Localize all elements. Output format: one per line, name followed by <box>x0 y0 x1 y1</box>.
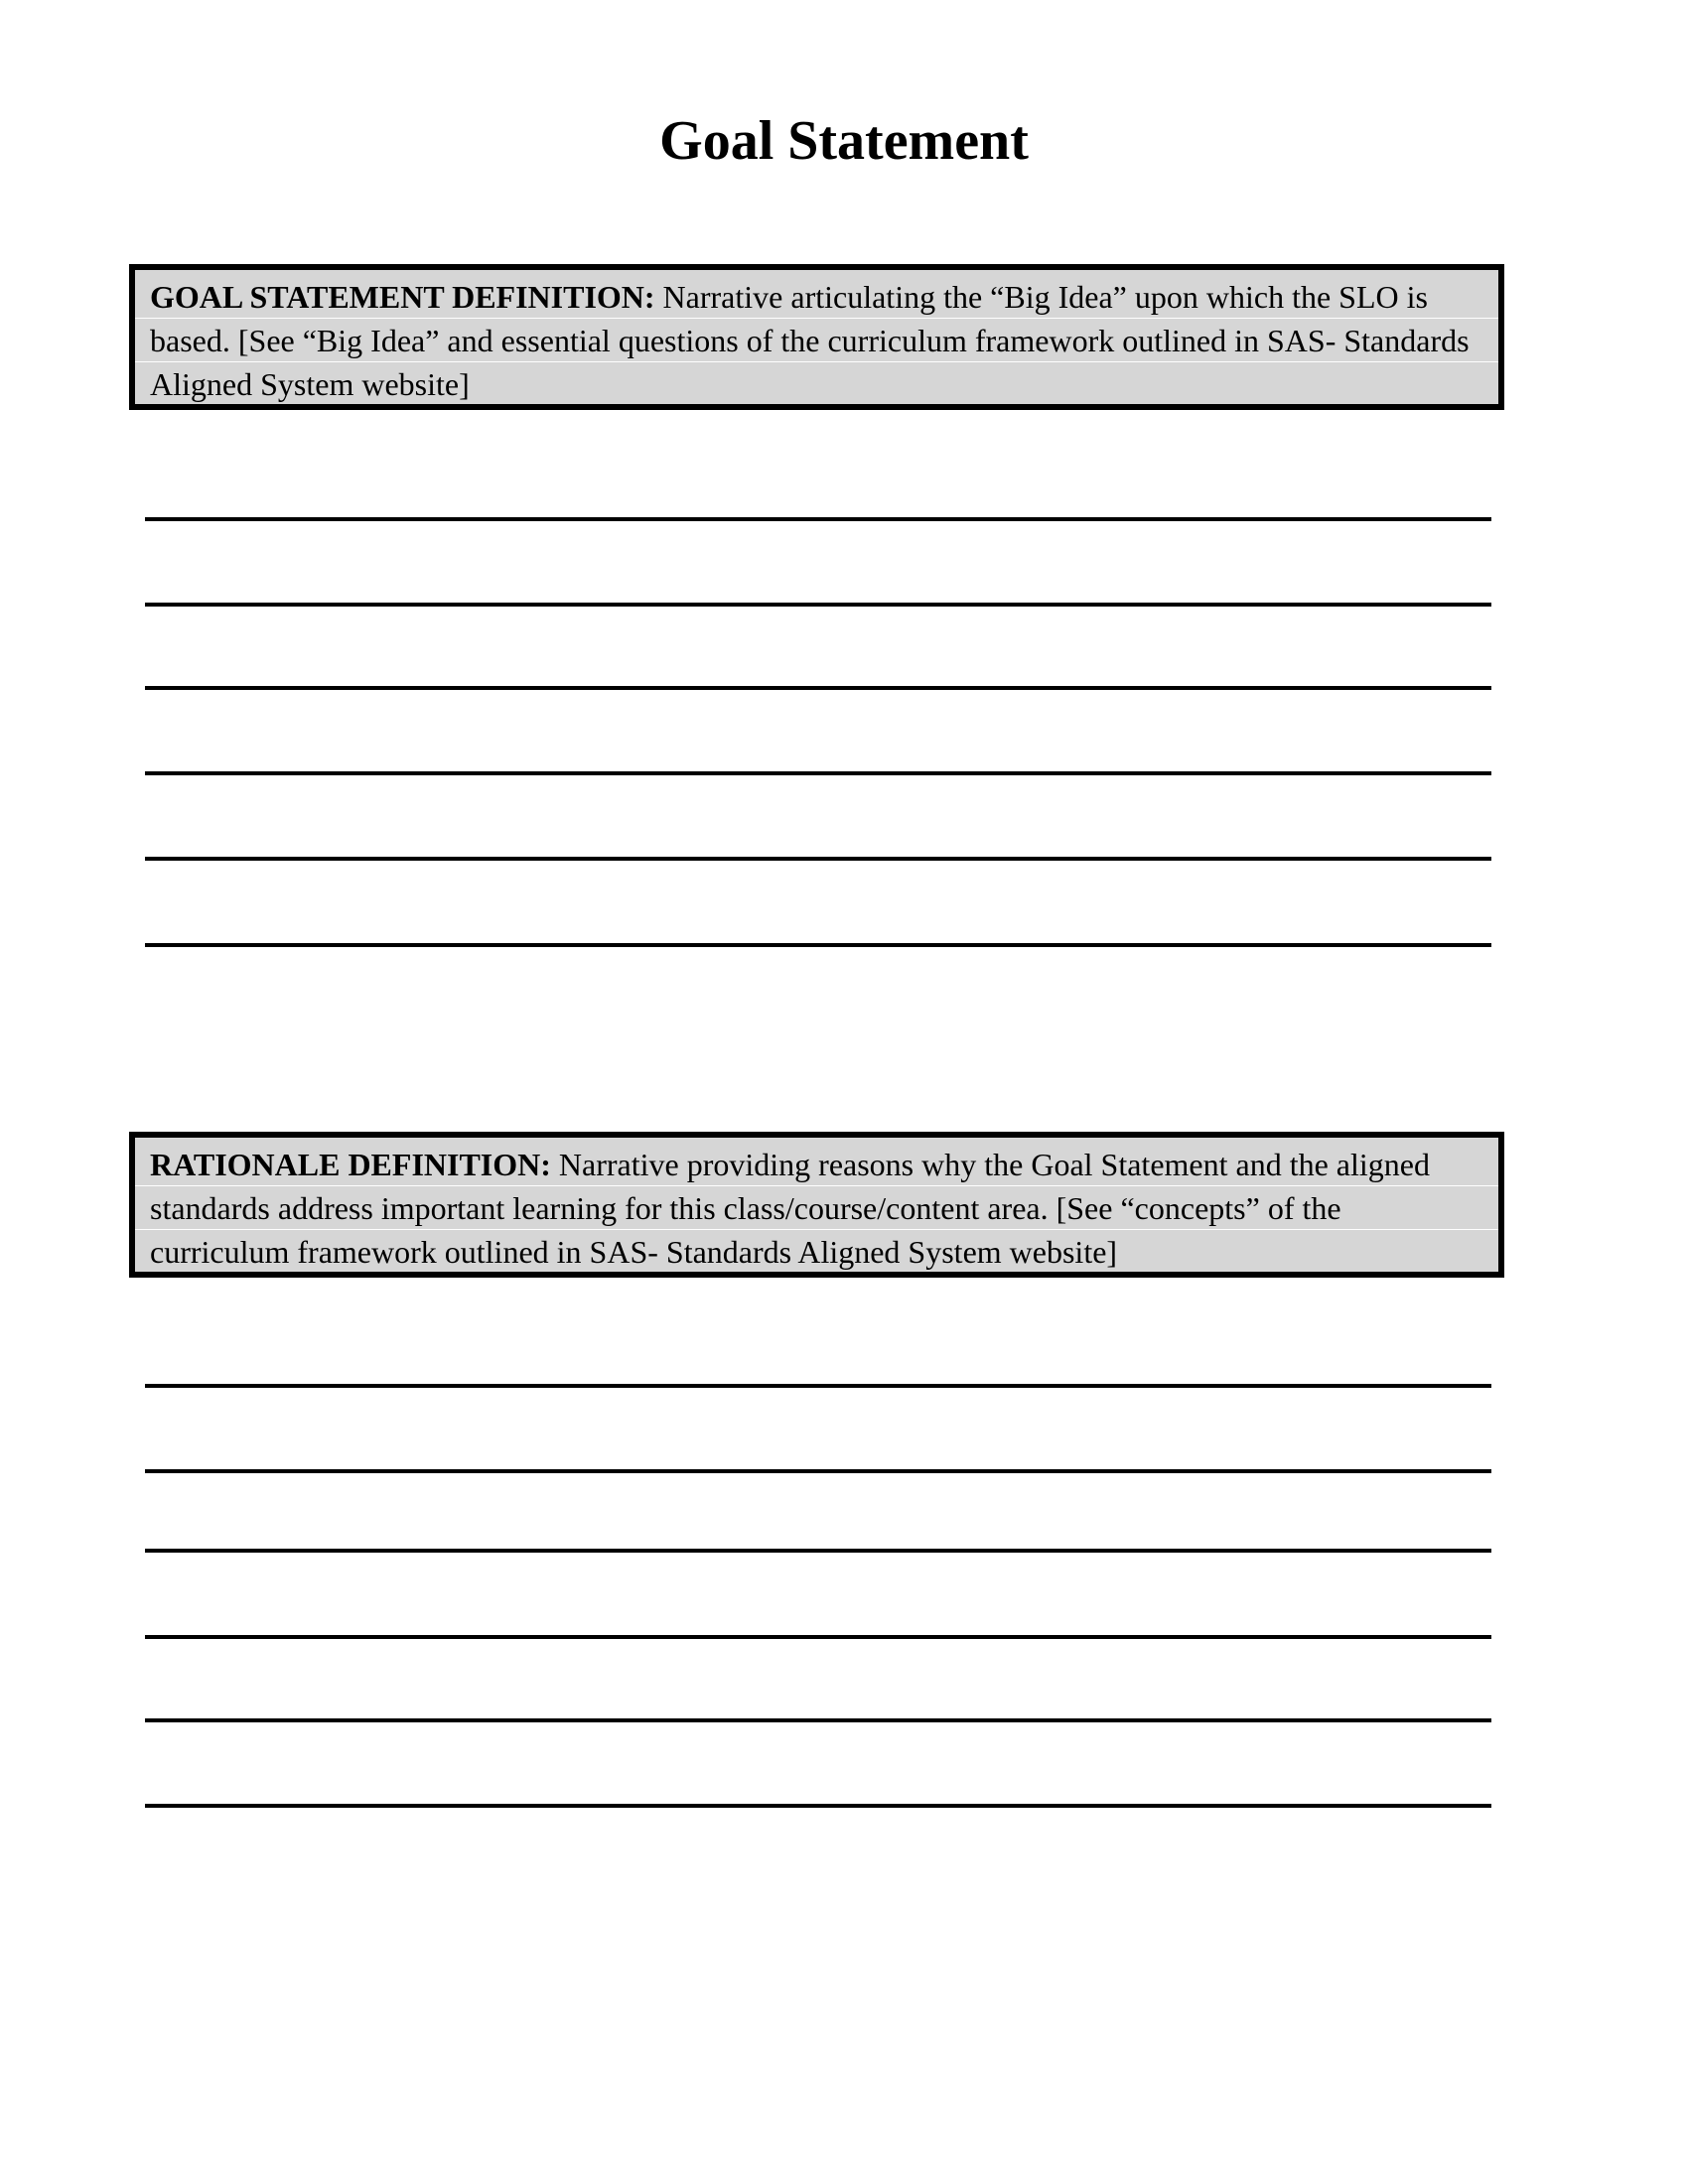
rationale-definition-box <box>129 1132 1504 1278</box>
goal-answer-line[interactable] <box>145 943 1491 947</box>
goal-answer-line[interactable] <box>145 517 1491 521</box>
rationale-answer-line[interactable] <box>145 1384 1491 1388</box>
goal-statement-definition-box <box>129 264 1504 410</box>
goal-answer-line[interactable] <box>145 857 1491 861</box>
goal-answer-line[interactable] <box>145 686 1491 690</box>
goal-answer-line[interactable] <box>145 771 1491 775</box>
rationale-answer-line[interactable] <box>145 1718 1491 1722</box>
box-band-divider <box>135 1229 1498 1230</box>
rationale-answer-line[interactable] <box>145 1549 1491 1553</box>
goal-answer-line[interactable] <box>145 603 1491 607</box>
goal-definition-term: GOAL STATEMENT DEFINITION: <box>150 279 655 315</box>
box-band-divider <box>135 318 1498 319</box>
rationale-answer-line[interactable] <box>145 1804 1491 1808</box>
box-band-divider <box>135 1185 1498 1186</box>
rationale-definition-text: Narrative providing reasons why the Goal Statement and the aligned standards address important learning for this class/course/content area. [See “concepts” of the curriculum framework outlined in SAS- Standards Aligned System website] <box>150 1147 1430 1270</box>
rationale-answer-line[interactable] <box>145 1635 1491 1639</box>
page-title: Goal Statement <box>659 110 1029 172</box>
goal-definition-text: Narrative articulating the “Big Idea” upon which the SLO is based. [See “Big Idea” and essential questions of the curriculum framework outlined in SAS- Standards Aligned System website] <box>150 279 1470 402</box>
rationale-definition-term: RATIONALE DEFINITION: <box>150 1147 551 1182</box>
box-band-divider <box>135 361 1498 362</box>
rationale-answer-line[interactable] <box>145 1469 1491 1473</box>
